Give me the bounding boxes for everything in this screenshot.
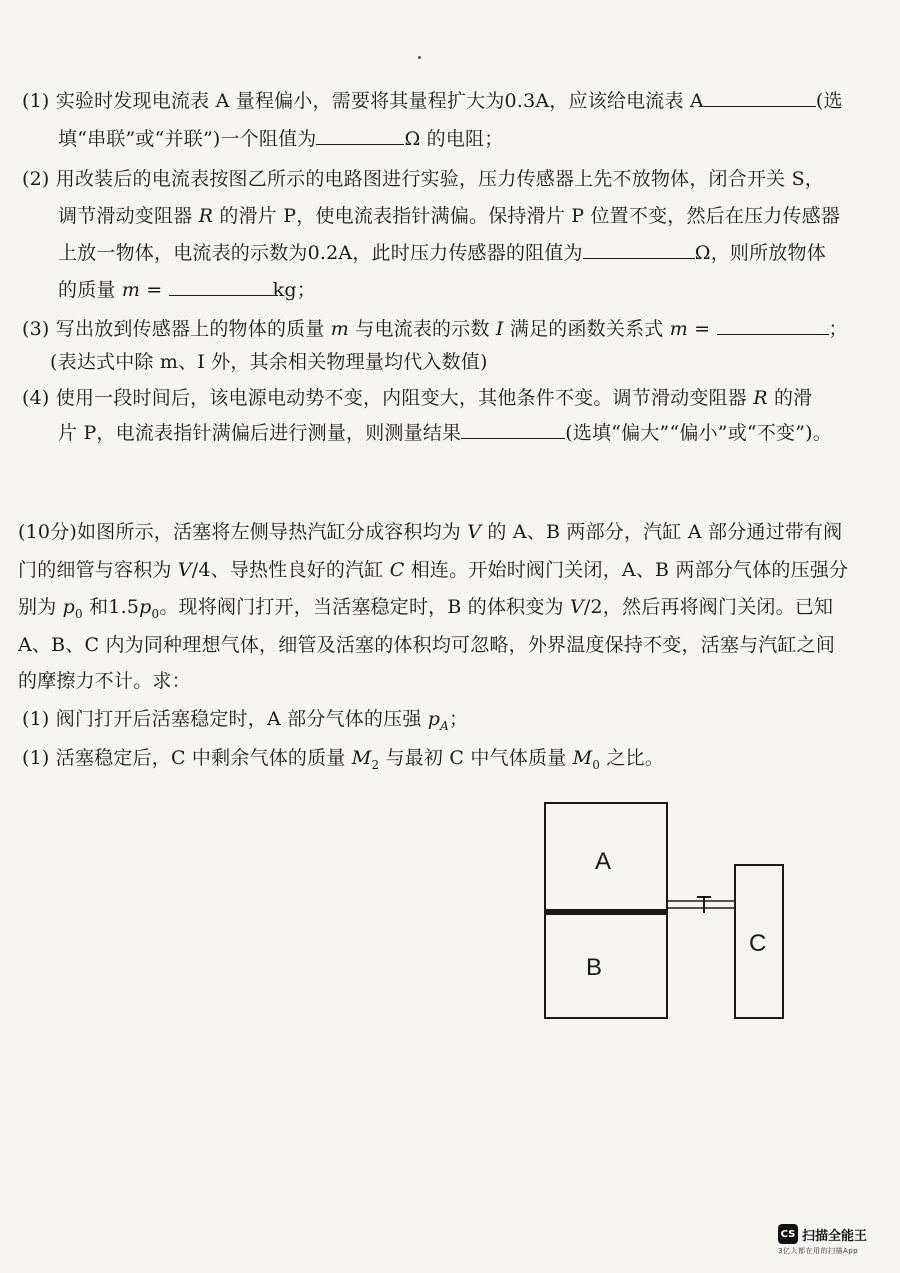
q2-line-4: 的质量 m = kg； [58,279,316,301]
scanner-watermark [778,1224,867,1256]
problem2-line-4: A、B、C 内为同种理想气体，细管及活塞的体积均可忽略，外界温度保持不变，活塞与汽缸之间 [18,634,836,656]
q1-line-2: 填“串联”或“并联”)一个阻值为 Ω 的电阻； [58,128,504,150]
problem2-line-3: 别为 $p_0$ 和$1.5p_0$。现将阀门打开，当活塞稳定时，B 的体积变为 V/2，然后再将阀门关闭。已知 [18,596,834,621]
label-b: B [586,954,603,981]
problem2-line-2: 门的细管与容积为 V/4、导热性良好的汽缸 C 相连。开始时阀门关闭，A、B 两部分气体的压强分 [18,559,849,581]
q3-line-1: (3) 写出放到传感器上的物体的质量 m 与电流表的示数 I 满足的函数关系式 m = ； [22,318,848,340]
camscanner-logo-icon: CS [778,1224,798,1244]
q2-blank-mass[interactable] [169,277,273,296]
q2-line-2: 调节滑动变阻器 R 的滑片 P，使电流表指针满偏。保持滑片 P 位置不变，然后在压力传感器 [58,205,841,227]
problem2-line-1: (10分)如图所示，活塞将左侧导热汽缸分成容积均为 V 的 A、B 两部分，汽缸 A 部分通过带有阀 [18,521,843,543]
q3-line-2: (表达式中除 m、I 外，其余相关物理量均代入数值) [50,351,488,373]
q3-blank-expression[interactable] [717,316,829,335]
problem2-q1: (1) 阀门打开后活塞稳定时，A 部分气体的压强 $p_A$； [22,708,469,733]
piston [545,909,667,915]
q2-line-1: (2) 用改装后的电流表按图乙所示的电路图进行实验，压力传感器上先不放物体，闭合开关 S， [22,168,825,190]
q2-blank-sensor-resistance[interactable] [583,240,695,259]
brand-tagline: 3亿人都在用的扫描App [778,1247,859,1255]
q1-line-1: (1) 实验时发现电流表 A 量程偏小，需要将其量程扩大为0.3A，应该给电流表 A (选 [22,90,843,112]
q1-blank-connection[interactable] [704,88,816,107]
q4-blank-result[interactable] [461,420,565,439]
scan-speck [418,56,421,59]
label-a: A [595,848,612,875]
problem2-q2: (1) 活塞稳定后，C 中剩余气体的质量 $M_2$ 与最初 C 中气体质量 $M_0$ 之比。 [22,747,664,772]
problem2-line-5: 的摩擦力不计。求： [18,670,191,692]
cylinder-diagram-svg [540,798,790,1028]
cylinder-diagram [540,798,790,1028]
brand-name: 扫描全能王 [802,1228,868,1244]
q4-line-2: 片 P，电流表指针满偏后进行测量，则测量结果 (选填“偏大”“偏小”或“不变”)。 [58,422,832,444]
q4-line-1: (4) 使用一段时间后，该电源电动势不变，内阻变大，其他条件不变。调节滑动变阻器 R 的滑 [22,387,813,409]
q2-line-3: 上放一物体，电流表的示数为0.2A，此时压力传感器的阻值为 Ω，则所放物体 [58,242,826,264]
q1-blank-resistance[interactable] [316,126,404,145]
label-c: C [749,930,767,957]
